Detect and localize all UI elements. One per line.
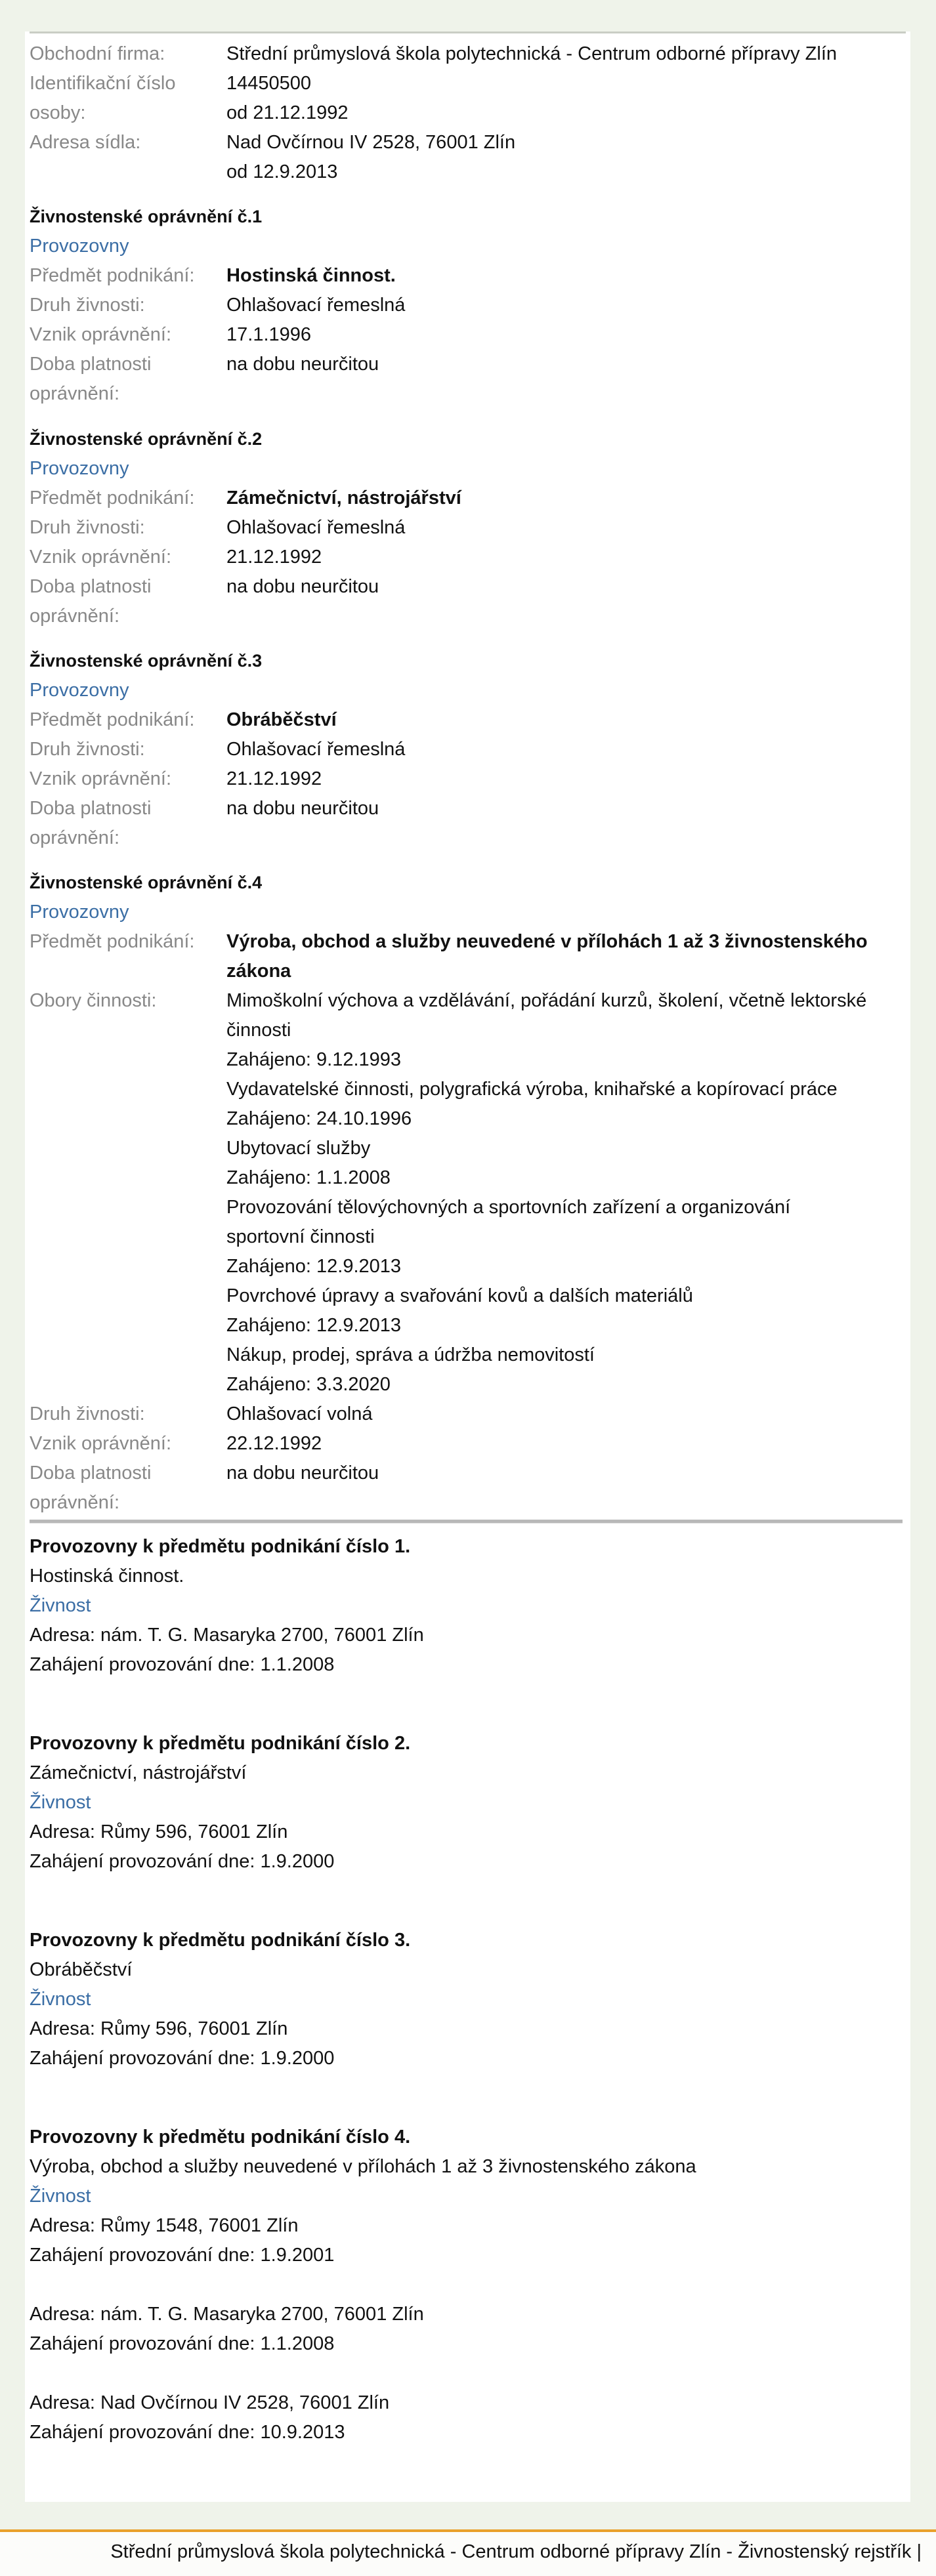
doba-label: Doba platnosti (30, 576, 152, 597)
vznik-label: Vznik oprávnění: (30, 547, 172, 568)
footer-text: Střední průmyslová škola polytechnická - Centrum odborné přípravy Zlín - Živnostenský rejstřík | (110, 2541, 922, 2562)
druh-value: Ohlašovací řemeslná (226, 517, 406, 538)
vznik-label: Vznik oprávnění: (30, 768, 172, 789)
obor-line: Provozování tělovýchovných a sportovních zařízení a organizování (226, 1197, 791, 1218)
provozovny-link[interactable]: Provozovny (30, 680, 129, 701)
druh-value: Ohlašovací řemeslná (226, 739, 406, 760)
address-label: Adresa sídla: (30, 132, 141, 153)
doba-label-cont: oprávnění: (30, 1492, 120, 1513)
druh-label: Druh živnosti: (30, 1403, 145, 1424)
doba-label-cont: oprávnění: (30, 606, 120, 627)
doba-value: na dobu neurčitou (226, 576, 379, 597)
obor-line: Zahájeno: 1.1.2008 (226, 1167, 391, 1188)
license-1 (0, 202, 885, 409)
doba-value: na dobu neurčitou (226, 798, 379, 819)
obor-line: Mimoškolní výchova a vzdělávání, pořádání kurzů, školení, včetně lektorské (226, 990, 867, 1011)
firm-value: Střední průmyslová škola polytechnická - Centrum odborné přípravy Zlín (226, 43, 838, 64)
premises-address: Adresa: Růmy 1548, 76001 Zlín (30, 2215, 299, 2236)
premises-start: Zahájení provozování dne: 1.1.2008 (30, 2333, 335, 2354)
company-info (0, 39, 885, 187)
premises-subject: Hostinská činnost. (30, 1566, 184, 1587)
ico-label-cont: osoby: (30, 102, 86, 123)
license-2 (0, 425, 885, 631)
obor-line: Zahájeno: 12.9.2013 (226, 1256, 402, 1277)
premises-1 (0, 1532, 885, 1680)
license-4 (0, 868, 885, 1518)
obor-line: Povrchové úpravy a svařování kovů a dalších materiálů (226, 1285, 693, 1306)
obor-line: Zahájeno: 12.9.2013 (226, 1315, 402, 1336)
license-title: Živnostenské oprávnění č.3 (30, 651, 263, 671)
vznik-value: 22.12.1992 (226, 1433, 322, 1454)
obor-line: Vydavatelské činnosti, polygrafická výroba, knihařské a kopírovací práce (226, 1079, 838, 1100)
obory-label: Obory činnosti: (30, 990, 157, 1011)
premises-4 (0, 2123, 885, 2447)
predmet-value: Obráběčství (226, 709, 337, 730)
zivnost-link[interactable]: Živnost (30, 1989, 91, 2010)
section-divider (30, 1520, 903, 1524)
obor-line: sportovní činnosti (226, 1226, 375, 1247)
premises-start: Zahájení provozování dne: 1.9.2001 (30, 2245, 335, 2266)
zivnost-link[interactable]: Živnost (30, 1595, 91, 1616)
doba-label: Doba platnosti (30, 354, 152, 375)
obor-line: činnosti (226, 1020, 291, 1041)
obor-line: Ubytovací služby (226, 1138, 371, 1159)
vznik-value: 21.12.1992 (226, 768, 322, 789)
premises-title: Provozovny k předmětu podnikání číslo 4. (30, 2127, 411, 2148)
vznik-label: Vznik oprávnění: (30, 1433, 172, 1454)
ico-label: Identifikační číslo (30, 73, 176, 94)
obory-list (226, 986, 896, 1400)
premises-title: Provozovny k předmětu podnikání číslo 1. (30, 1536, 411, 1557)
premises-start: Zahájení provozování dne: 1.1.2008 (30, 1654, 335, 1675)
zivnost-link[interactable]: Živnost (30, 2186, 91, 2207)
premises-address: Adresa: Nad Ovčírnou IV 2528, 76001 Zlín (30, 2392, 390, 2413)
doba-label: Doba platnosti (30, 798, 152, 819)
doba-value: na dobu neurčitou (226, 1463, 379, 1484)
provozovny-link[interactable]: Provozovny (30, 236, 129, 257)
druh-label: Druh živnosti: (30, 517, 145, 538)
premises-address: Adresa: nám. T. G. Masaryka 2700, 76001 Zlín (30, 1625, 424, 1646)
license-title: Živnostenské oprávnění č.4 (30, 873, 263, 892)
footer (0, 2529, 936, 2576)
druh-label: Druh živnosti: (30, 295, 145, 316)
premises-subject: Obráběčství (30, 1959, 133, 1980)
premises-2 (0, 1729, 885, 1877)
premises-address: Adresa: Růmy 596, 76001 Zlín (30, 2018, 288, 2039)
doba-value: na dobu neurčitou (226, 354, 379, 375)
license-3 (0, 646, 885, 853)
predmet-label: Předmět podnikání: (30, 265, 195, 286)
vznik-value: 21.12.1992 (226, 547, 322, 568)
provozovny-link[interactable]: Provozovny (30, 902, 129, 923)
premises-start: Zahájení provozování dne: 1.9.2000 (30, 1851, 335, 1872)
license-title: Živnostenské oprávnění č.2 (30, 429, 263, 449)
top-divider (30, 31, 906, 33)
obor-line: Nákup, prodej, správa a údržba nemovitostí (226, 1344, 595, 1365)
premises-title: Provozovny k předmětu podnikání číslo 3. (30, 1930, 411, 1951)
license-title: Živnostenské oprávnění č.1 (30, 207, 263, 226)
ico-since: od 21.12.1992 (226, 102, 349, 123)
address-since: od 12.9.2013 (226, 161, 338, 182)
doba-label: Doba platnosti (30, 1463, 152, 1484)
premises-3 (0, 1926, 885, 2073)
doba-label-cont: oprávnění: (30, 827, 120, 848)
obor-line: Zahájeno: 24.10.1996 (226, 1108, 412, 1129)
predmet-value-cont: zákona (226, 961, 291, 982)
predmet-value: Výroba, obchod a služby neuvedené v přílohách 1 až 3 živnostenského (226, 931, 868, 952)
obor-line: Zahájeno: 9.12.1993 (226, 1049, 402, 1070)
premises-subject: Zámečnictví, nástrojářství (30, 1762, 247, 1783)
premises-title: Provozovny k předmětu podnikání číslo 2. (30, 1733, 411, 1754)
vznik-label: Vznik oprávnění: (30, 324, 172, 345)
ico-value: 14450500 (226, 73, 312, 94)
obor-line: Zahájeno: 3.3.2020 (226, 1374, 391, 1395)
predmet-label: Předmět podnikání: (30, 488, 195, 509)
premises-address: Adresa: Růmy 596, 76001 Zlín (30, 1821, 288, 1842)
doba-label-cont: oprávnění: (30, 383, 120, 404)
premises-start: Zahájení provozování dne: 1.9.2000 (30, 2048, 335, 2069)
address-value: Nad Ovčírnou IV 2528, 76001 Zlín (226, 132, 516, 153)
vznik-value: 17.1.1996 (226, 324, 312, 345)
druh-label: Druh živnosti: (30, 739, 145, 760)
predmet-value: Zámečnictví, nástrojářství (226, 488, 461, 509)
premises-subject: Výroba, obchod a služby neuvedené v přílohách 1 až 3 živnostenského zákona (30, 2156, 696, 2177)
zivnost-link[interactable]: Živnost (30, 1792, 91, 1813)
druh-value: Ohlašovací volná (226, 1403, 373, 1424)
predmet-label: Předmět podnikání: (30, 709, 195, 730)
predmet-label: Předmět podnikání: (30, 931, 195, 952)
premises-start: Zahájení provozování dne: 10.9.2013 (30, 2422, 345, 2443)
predmet-value: Hostinská činnost. (226, 265, 396, 286)
firm-label: Obchodní firma: (30, 43, 165, 64)
premises-address: Adresa: nám. T. G. Masaryka 2700, 76001 Zlín (30, 2304, 424, 2325)
provozovny-link[interactable]: Provozovny (30, 458, 129, 479)
druh-value: Ohlašovací řemeslná (226, 295, 406, 316)
